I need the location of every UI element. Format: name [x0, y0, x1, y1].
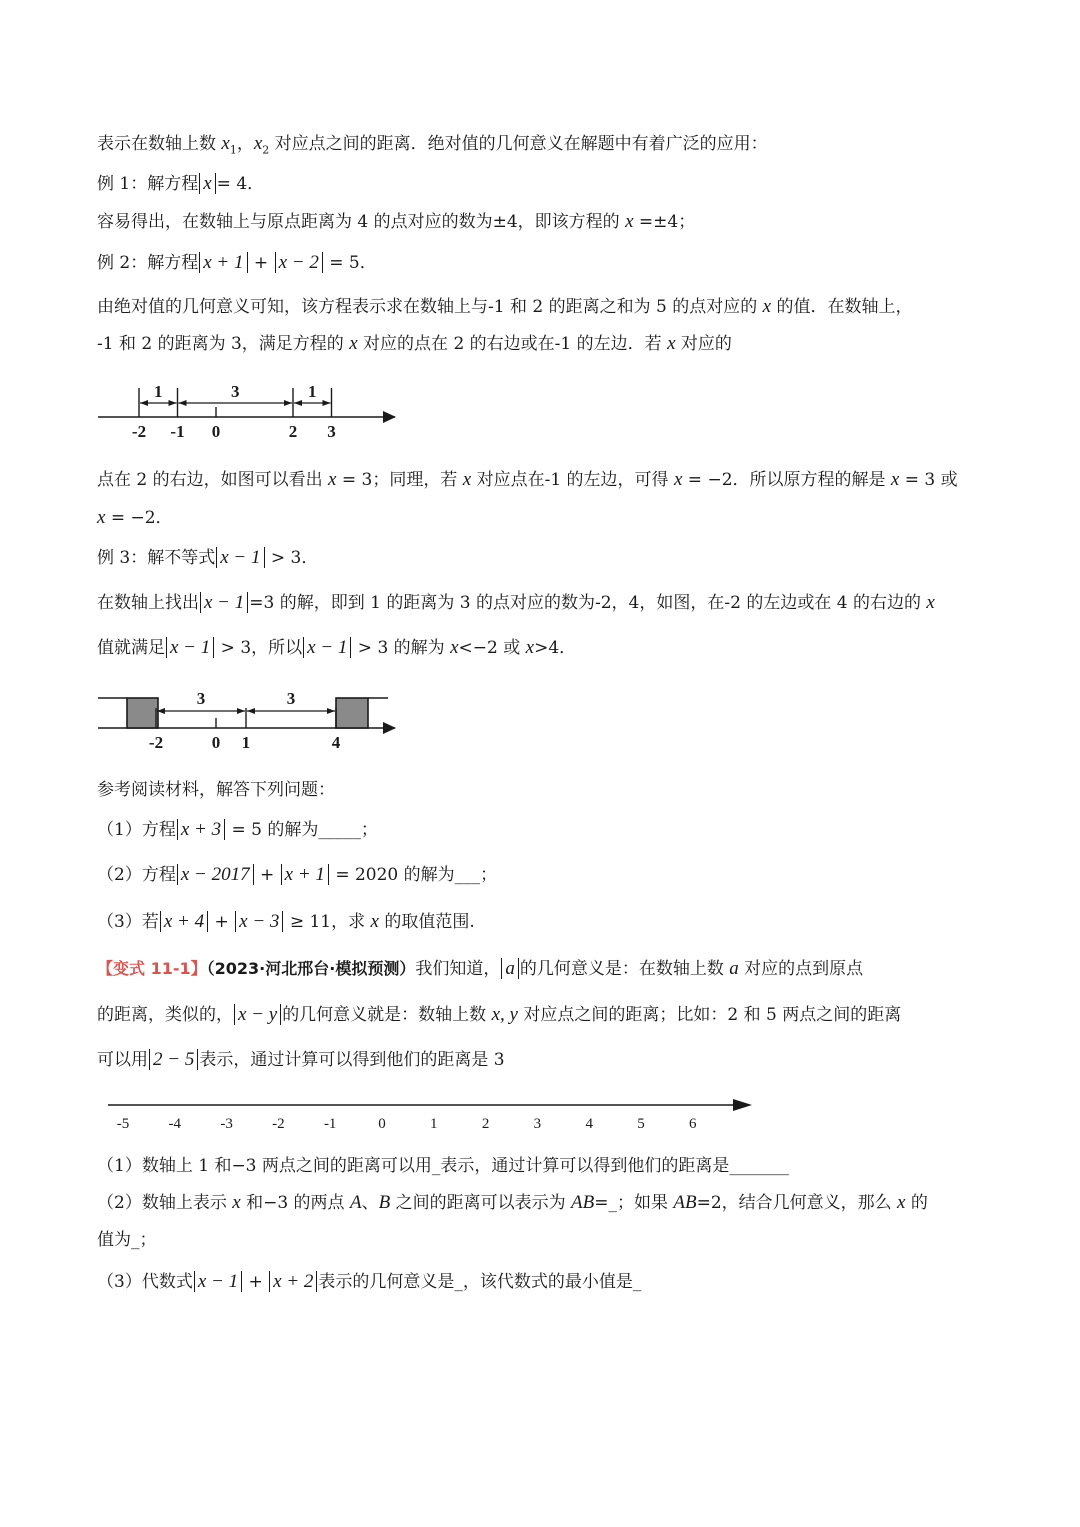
text: 的距离，类似的，: [97, 1005, 233, 1025]
text: = 3；同理，若: [336, 470, 463, 490]
tick-label: -2: [131, 422, 147, 441]
var-a: a: [729, 958, 739, 979]
text: ，: [236, 134, 254, 154]
number-line-diagram-1: [90, 376, 410, 446]
axis-label: 2: [481, 1116, 490, 1132]
text: 表示，通过计算可以得到他们的距离是 3: [199, 1050, 505, 1070]
example-2-solution-1: [97, 295, 912, 319]
text: 容易得出，在数轴上与原点距离为 4 的点对应的数为±4，即该方程的: [97, 212, 626, 232]
abs-expr: x − 2: [275, 252, 323, 273]
var-x: x: [97, 507, 106, 528]
shaded-region-right: [336, 698, 368, 728]
var-x: x: [462, 469, 472, 490]
example-1: [97, 172, 264, 196]
axis-label: -1: [323, 1116, 337, 1132]
text: =±4；: [633, 212, 696, 232]
text: 对应的: [675, 334, 732, 354]
example-2: [97, 251, 377, 275]
abs-expr: x + 1: [199, 252, 247, 273]
example-3-solution-1: [97, 591, 935, 615]
var-x: x: [762, 296, 772, 317]
var-x: x: [525, 637, 535, 658]
text: = 5 的解为_____；: [226, 820, 378, 840]
tick-label: 3: [327, 422, 336, 441]
axis-arrow-icon: [383, 722, 396, 734]
axis-label: -2: [272, 1116, 285, 1132]
segment-ab: AB: [673, 1192, 697, 1213]
variant-line-3: [97, 1048, 505, 1072]
example-3-solution-2: [97, 636, 576, 660]
var-x: x: [897, 1192, 906, 1213]
text: 的: [905, 1193, 928, 1213]
dimension-arrow-icon: [284, 400, 292, 406]
text: > 3 的解为: [352, 638, 451, 658]
text: （1）方程: [97, 820, 176, 840]
var-x: x: [625, 211, 634, 232]
abs-expr: x + 4: [160, 911, 208, 932]
text: = 2020 的解为___；: [329, 865, 498, 885]
text: +: [209, 912, 235, 932]
abs-expr: x − 1: [194, 1271, 242, 1292]
dimension-arrow-icon: [247, 708, 255, 714]
text: <−2 或: [458, 638, 526, 658]
abs-expr: x + 1: [281, 864, 329, 885]
text: 之间的距离可以表示为: [390, 1193, 571, 1213]
abs-expr: x − 2017: [177, 864, 254, 885]
text: = 5．: [323, 253, 377, 273]
abs-expr: a: [501, 958, 519, 979]
number-line-diagram-2: [90, 684, 410, 754]
point-a: A: [349, 1192, 362, 1213]
variant-tag: 【变式 11-1】: [97, 959, 207, 978]
axis-label: -5: [116, 1116, 130, 1132]
text: 由绝对值的几何意义可知，该方程表示求在数轴上与-1 和 2 的距离之和为 5 的点对应的: [97, 297, 763, 317]
var-x: x: [232, 1192, 241, 1213]
question-2: [97, 863, 497, 887]
text: 表示在数轴上数: [97, 134, 222, 154]
text: 和−3 的两点: [240, 1193, 350, 1213]
text: = 4．: [216, 174, 265, 194]
text: 可以用: [97, 1050, 148, 1070]
text: 参考阅读材料，解答下列问题：: [97, 780, 335, 800]
variant-line-2: [97, 1003, 901, 1027]
text: 的几何意义是：在数轴上数: [519, 959, 730, 979]
variant-question-2-cont: [97, 1228, 157, 1252]
number-axis: [100, 1090, 770, 1140]
abs-expr: x − 1: [216, 547, 264, 568]
text: 例 1：解方程: [97, 174, 199, 194]
dimension-arrow-icon: [140, 400, 148, 406]
text: 值为_；: [97, 1230, 157, 1250]
text: = −2．: [105, 508, 173, 528]
example-2-solution-4: [97, 506, 173, 530]
var-xy: x, y: [491, 1004, 518, 1025]
axis-label: -3: [220, 1116, 233, 1132]
abs-expr: x: [199, 173, 215, 194]
abs-expr: x + 2: [269, 1271, 317, 1292]
tick-label: 0: [211, 733, 221, 752]
abs-expr: x − 1: [303, 637, 351, 658]
text: 的值．在数轴上，: [771, 297, 913, 317]
variant-intro: [97, 957, 863, 981]
var-x: x: [370, 911, 379, 932]
var-x: x: [450, 637, 459, 658]
var-x: x: [673, 469, 683, 490]
text: 值就满足: [97, 638, 165, 658]
text: 在数轴上找出: [97, 593, 199, 613]
tick-label: 1: [241, 733, 251, 752]
point-b: B: [378, 1192, 391, 1213]
axis-label: 0: [378, 1116, 386, 1132]
text: 的取值范围.: [378, 912, 475, 932]
text: 对应点之间的距离．绝对值的几何意义在解题中有着广泛的应用：: [269, 134, 768, 154]
text: -1 和 2 的距离为 3，满足方程的: [97, 334, 350, 354]
text: 表示的几何意义是_，该代数式的最小值是_: [318, 1272, 642, 1292]
reference-prompt: [97, 778, 335, 802]
text: =_；如果: [594, 1193, 674, 1213]
text: 例 3：解不等式: [97, 548, 216, 568]
axis-label: 6: [689, 1116, 697, 1132]
axis-arrow-icon: [733, 1099, 752, 1111]
var-x: x: [926, 592, 935, 613]
subscript: 2: [262, 143, 270, 157]
example-3: [97, 546, 318, 570]
text: =3 的解，即到 1 的距离为 3 的点对应的数为-2，4，如图，在-2 的左边或在 4 的右边的: [249, 593, 927, 613]
dimension-arrow-icon: [323, 400, 331, 406]
text: （3）若: [97, 912, 159, 932]
var-x: x: [328, 469, 337, 490]
abs-expr: x − 1: [200, 592, 248, 613]
tick-label: 2: [288, 422, 298, 441]
text: ≥ 11，求: [284, 912, 371, 932]
text: +: [254, 865, 280, 885]
question-1: [97, 818, 378, 842]
segment-label: 3: [196, 689, 206, 708]
dimension-arrow-icon: [179, 400, 187, 406]
text: = −2．所以原方程的解是: [682, 470, 891, 490]
text: >4．: [534, 638, 577, 658]
source-label: （2023·河北邢台·模拟预测）: [206, 959, 416, 978]
shaded-region-left: [127, 698, 158, 728]
var-x: x: [890, 469, 900, 490]
dimension-arrow-icon: [327, 708, 335, 714]
abs-expr: x − y: [234, 1004, 281, 1025]
abs-expr: x − 3: [235, 911, 283, 932]
axis-arrow-icon: [383, 411, 396, 423]
axis-label: 4: [585, 1116, 593, 1132]
text: +: [248, 253, 274, 273]
text: （3）代数式: [97, 1272, 193, 1292]
segment-label: 3: [231, 382, 240, 401]
example-1-solution: [97, 210, 695, 234]
axis-label: 1: [430, 1116, 438, 1132]
subscript: 1: [229, 143, 237, 157]
dimension-arrow-icon: [237, 708, 245, 714]
var-x: x: [349, 333, 358, 354]
segment-label: 3: [286, 689, 296, 708]
abs-expr: x + 3: [177, 819, 225, 840]
axis-label: 5: [637, 1116, 645, 1132]
text: 对应的点在 2 的右边或在-1 的左边．若: [357, 334, 668, 354]
var-x: x: [253, 133, 263, 154]
dimension-arrow-icon: [294, 400, 302, 406]
axis-label: -4: [168, 1116, 182, 1132]
example-2-solution-3: [97, 468, 958, 492]
text: （1）数轴上 1 和−3 两点之间的距离可以用_表示，通过计算可以得到他们的距离是_______: [97, 1156, 789, 1176]
text: > 3，所以: [215, 638, 303, 658]
abs-expr: 2 − 5: [149, 1049, 198, 1070]
intro-line: [97, 132, 768, 162]
text: 、: [361, 1193, 379, 1213]
text: （2）方程: [97, 865, 176, 885]
axis-label: 3: [533, 1116, 542, 1132]
segment-ab: AB: [570, 1192, 595, 1213]
dimension-arrow-icon: [169, 400, 177, 406]
text: 点在 2 的右边，如图可以看出: [97, 470, 329, 490]
question-3: [97, 910, 475, 934]
tick-label: 4: [331, 733, 341, 752]
segment-label: 1: [154, 382, 163, 401]
tick-label: -2: [148, 733, 164, 752]
variant-question-2: [97, 1191, 928, 1215]
text: 例 2：解方程: [97, 253, 199, 273]
text: 我们知道，: [415, 959, 501, 979]
text: 对应点在-1 的左边，可得: [471, 470, 674, 490]
text: 对应点之间的距离；比如：2 和 5 两点之间的距离: [517, 1005, 902, 1025]
text: +: [243, 1272, 269, 1292]
segment-label: 1: [308, 382, 317, 401]
tick-label: -1: [170, 422, 185, 441]
text: = 3 或: [899, 470, 958, 490]
var-x: x: [667, 333, 676, 354]
text: > 3．: [265, 548, 319, 568]
tick-label: 0: [211, 422, 221, 441]
text: 的几何意义就是：数轴上数: [282, 1005, 492, 1025]
text: （2）数轴上表示: [97, 1193, 233, 1213]
variant-question-3: [97, 1270, 641, 1294]
var-x: x: [221, 133, 230, 154]
variant-question-1: [97, 1154, 789, 1178]
abs-expr: x − 1: [166, 637, 214, 658]
example-2-solution-2: [97, 332, 732, 356]
text: =2，结合几何意义，那么: [696, 1193, 898, 1213]
text: 对应的点到原点: [738, 959, 864, 979]
